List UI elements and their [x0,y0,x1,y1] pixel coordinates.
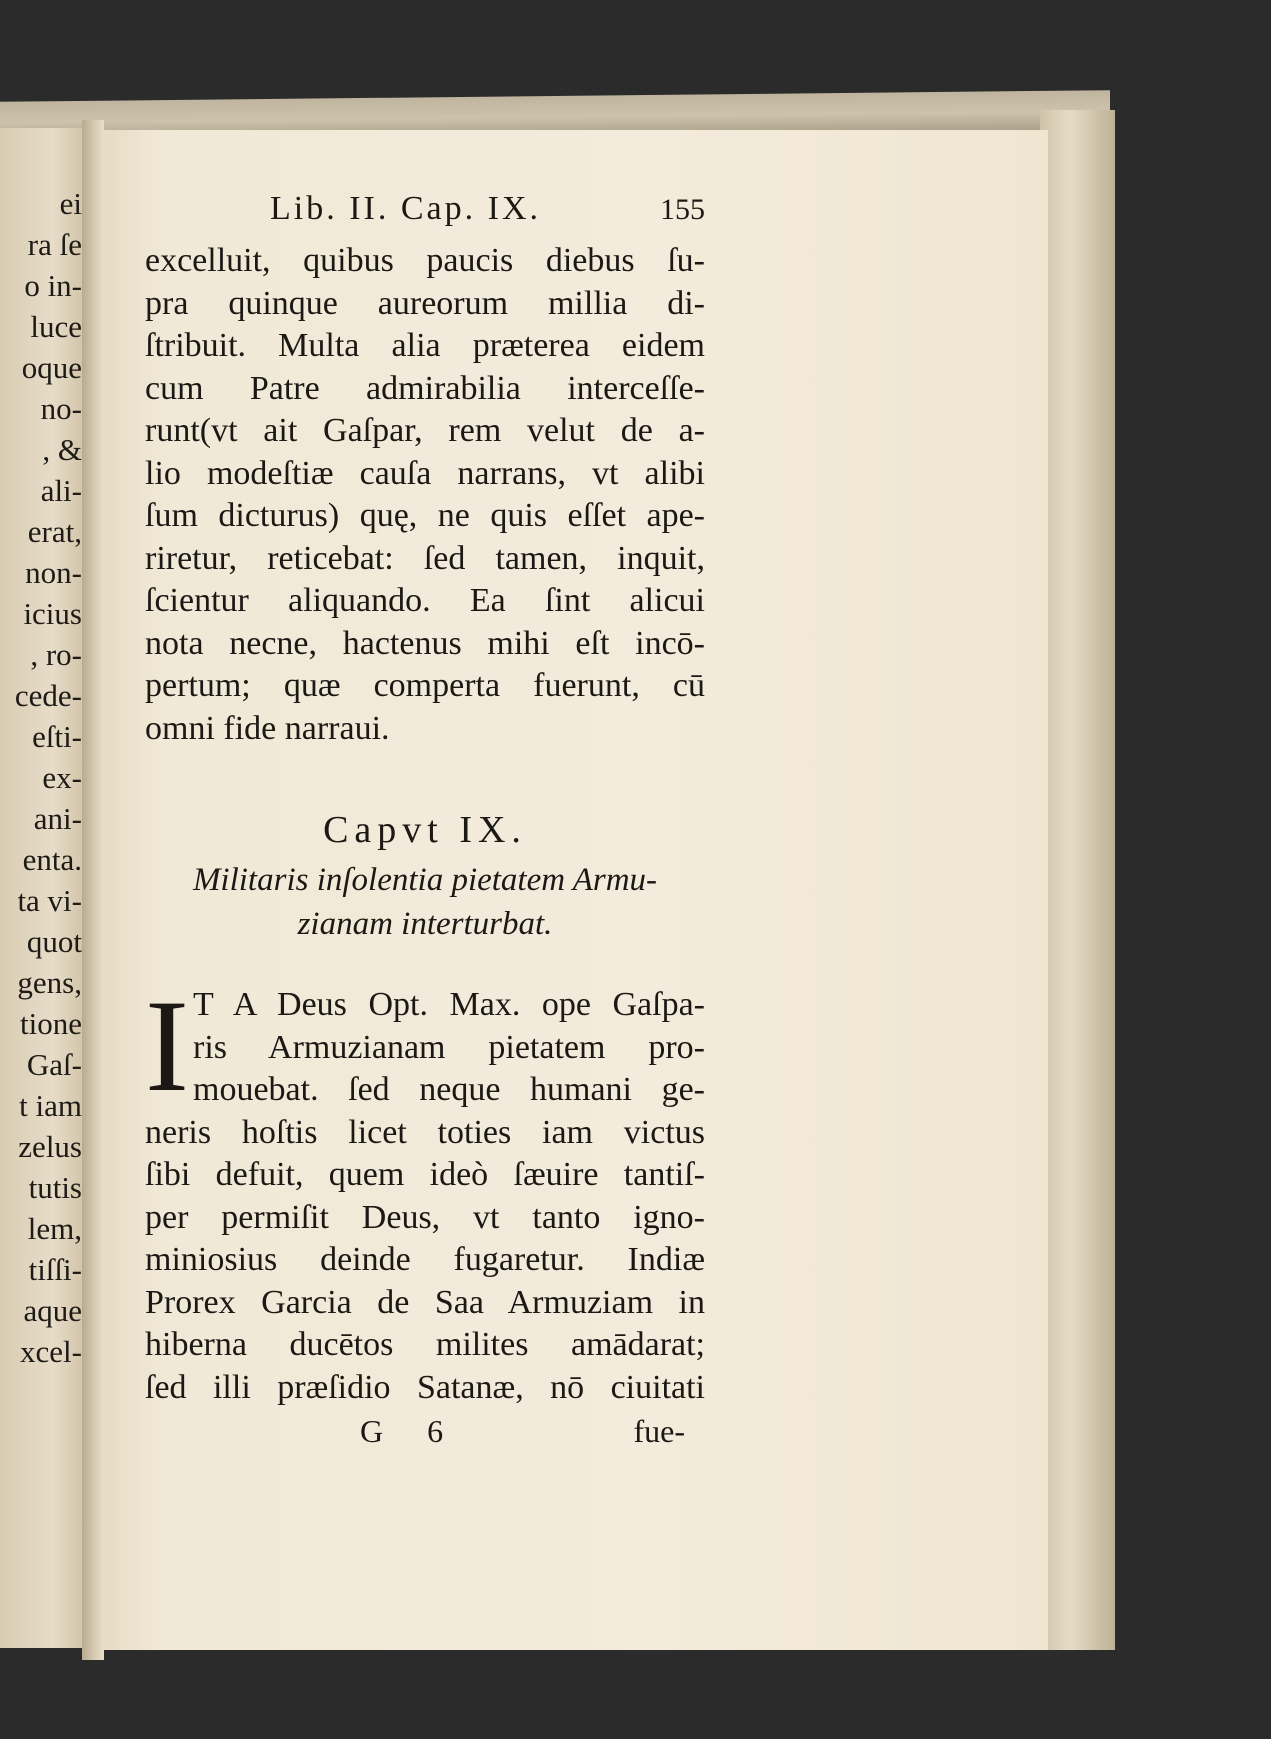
left-page-fragment: ali- [40,473,82,508]
left-page-fragment: o in- [24,268,82,303]
left-page-fragment: xcel- [20,1334,82,1369]
text-line: lio modeſtiæ cauſa narrans, vt alibi [145,454,705,492]
running-head: Lib. II. Cap. IX. [270,190,542,227]
drop-cap: I [145,972,189,1119]
text-line: ſibi defuit, quem ideò ſæuire tantiſ- [145,1156,705,1193]
text-line: hiberna ducētos milites amādarat; [145,1326,705,1363]
left-page-fragment: aque [23,1293,82,1328]
text-line: ſtribuit. Multa alia præterea eidem [145,327,705,364]
text-line: riretur, reticebat: ſed tamen, inquit, [145,539,705,577]
chapter-title: Capvt IX. [323,809,527,851]
left-page-fragment: eſti- [32,719,82,754]
text-line: per permiſit Deus, vt tanto igno- [145,1198,705,1236]
left-page-fragment: icius [23,596,82,631]
left-page-fragment: tione [20,1006,82,1041]
left-page-fragment: gens, [17,965,82,1000]
text-line: ſcientur aliquando. Ea ſint alicui [145,582,705,619]
left-page-fragment: ra ſe [27,227,82,262]
chapter-paragraph [145,972,705,1409]
body-text-top [145,240,705,750]
running-header [145,190,705,240]
left-page-fragment: non- [25,555,82,590]
catchword: fue- [633,1413,685,1449]
left-page-fragment: zelus [18,1129,82,1164]
text-line: omni fide narraui. [145,709,390,747]
chapter-subtitle [145,858,705,946]
left-page-fragment: quot [26,924,82,959]
signature-mark: G 6 [360,1413,462,1449]
binding-edge [1040,110,1115,1650]
text-line: runt(vt ait Gaſpar, rem velut de a- [145,412,705,449]
subtitle-line: Militaris inſolentia pietatem Armu- [192,862,658,898]
left-page-fragment: luce [30,309,82,344]
text-line: neris hoſtis licet toties iam victus [145,1113,705,1151]
left-page-fragment: , & [42,432,82,467]
gutter [82,120,104,1660]
paragraph-lines [145,1112,705,1410]
indented-lines [145,972,705,1119]
left-page-fragment: ei [59,186,82,221]
left-page-fragment: t iam [19,1088,82,1123]
left-page-fragment: cede- [14,678,82,713]
left-page-fragment: no- [40,391,82,426]
left-page-fragment: ex- [42,760,82,795]
text-line: miniosius deinde fugaretur. Indiæ [145,1241,705,1278]
left-page-fragment: , ro- [30,637,82,672]
text-line: T A Deus Opt. Max. ope Gaſpa- [193,986,705,1023]
text-line: nota necne, hactenus mihi eſt incō- [145,624,705,662]
text-line: pra quinque aureorum millia di- [145,284,705,322]
text-line: ſum dicturus) quę, ne quis eſſet ape- [145,497,705,534]
text-line: pertum; quæ comperta fuerunt, cū [145,667,705,704]
left-page-fragment: enta. [22,842,82,877]
page-footer [145,1413,705,1450]
text-line: mouebat. ſed neque humani ge- [193,1071,705,1108]
text-block [145,190,705,1450]
left-page-fragment: erat, [27,514,82,549]
text-line: ris Armuzianam pietatem pro- [193,1028,705,1066]
left-page-fragment: Gaſ- [26,1047,82,1082]
subtitle-line: zianam interturbat. [297,906,553,942]
left-page-fragment: ani- [33,801,82,836]
text-line: Prorex Garcia de Saa Armuziam in [145,1283,705,1321]
left-page-fragment: tiſſi- [28,1252,82,1287]
left-page-fragment: oque [21,350,82,385]
left-page-fragment: tutis [28,1170,82,1205]
folio: 155 [660,193,705,226]
text-line: cum Patre admirabilia interceſſe- [145,369,705,407]
text-line: ſed illi præſidio Satanæ, nō ciuitati [145,1368,705,1406]
text-line: excelluit, quibus paucis diebus ſu- [145,242,705,279]
left-page-fragment: ta vi- [17,883,82,918]
left-page-fragment: lem, [27,1211,82,1246]
left-page [0,128,88,1648]
